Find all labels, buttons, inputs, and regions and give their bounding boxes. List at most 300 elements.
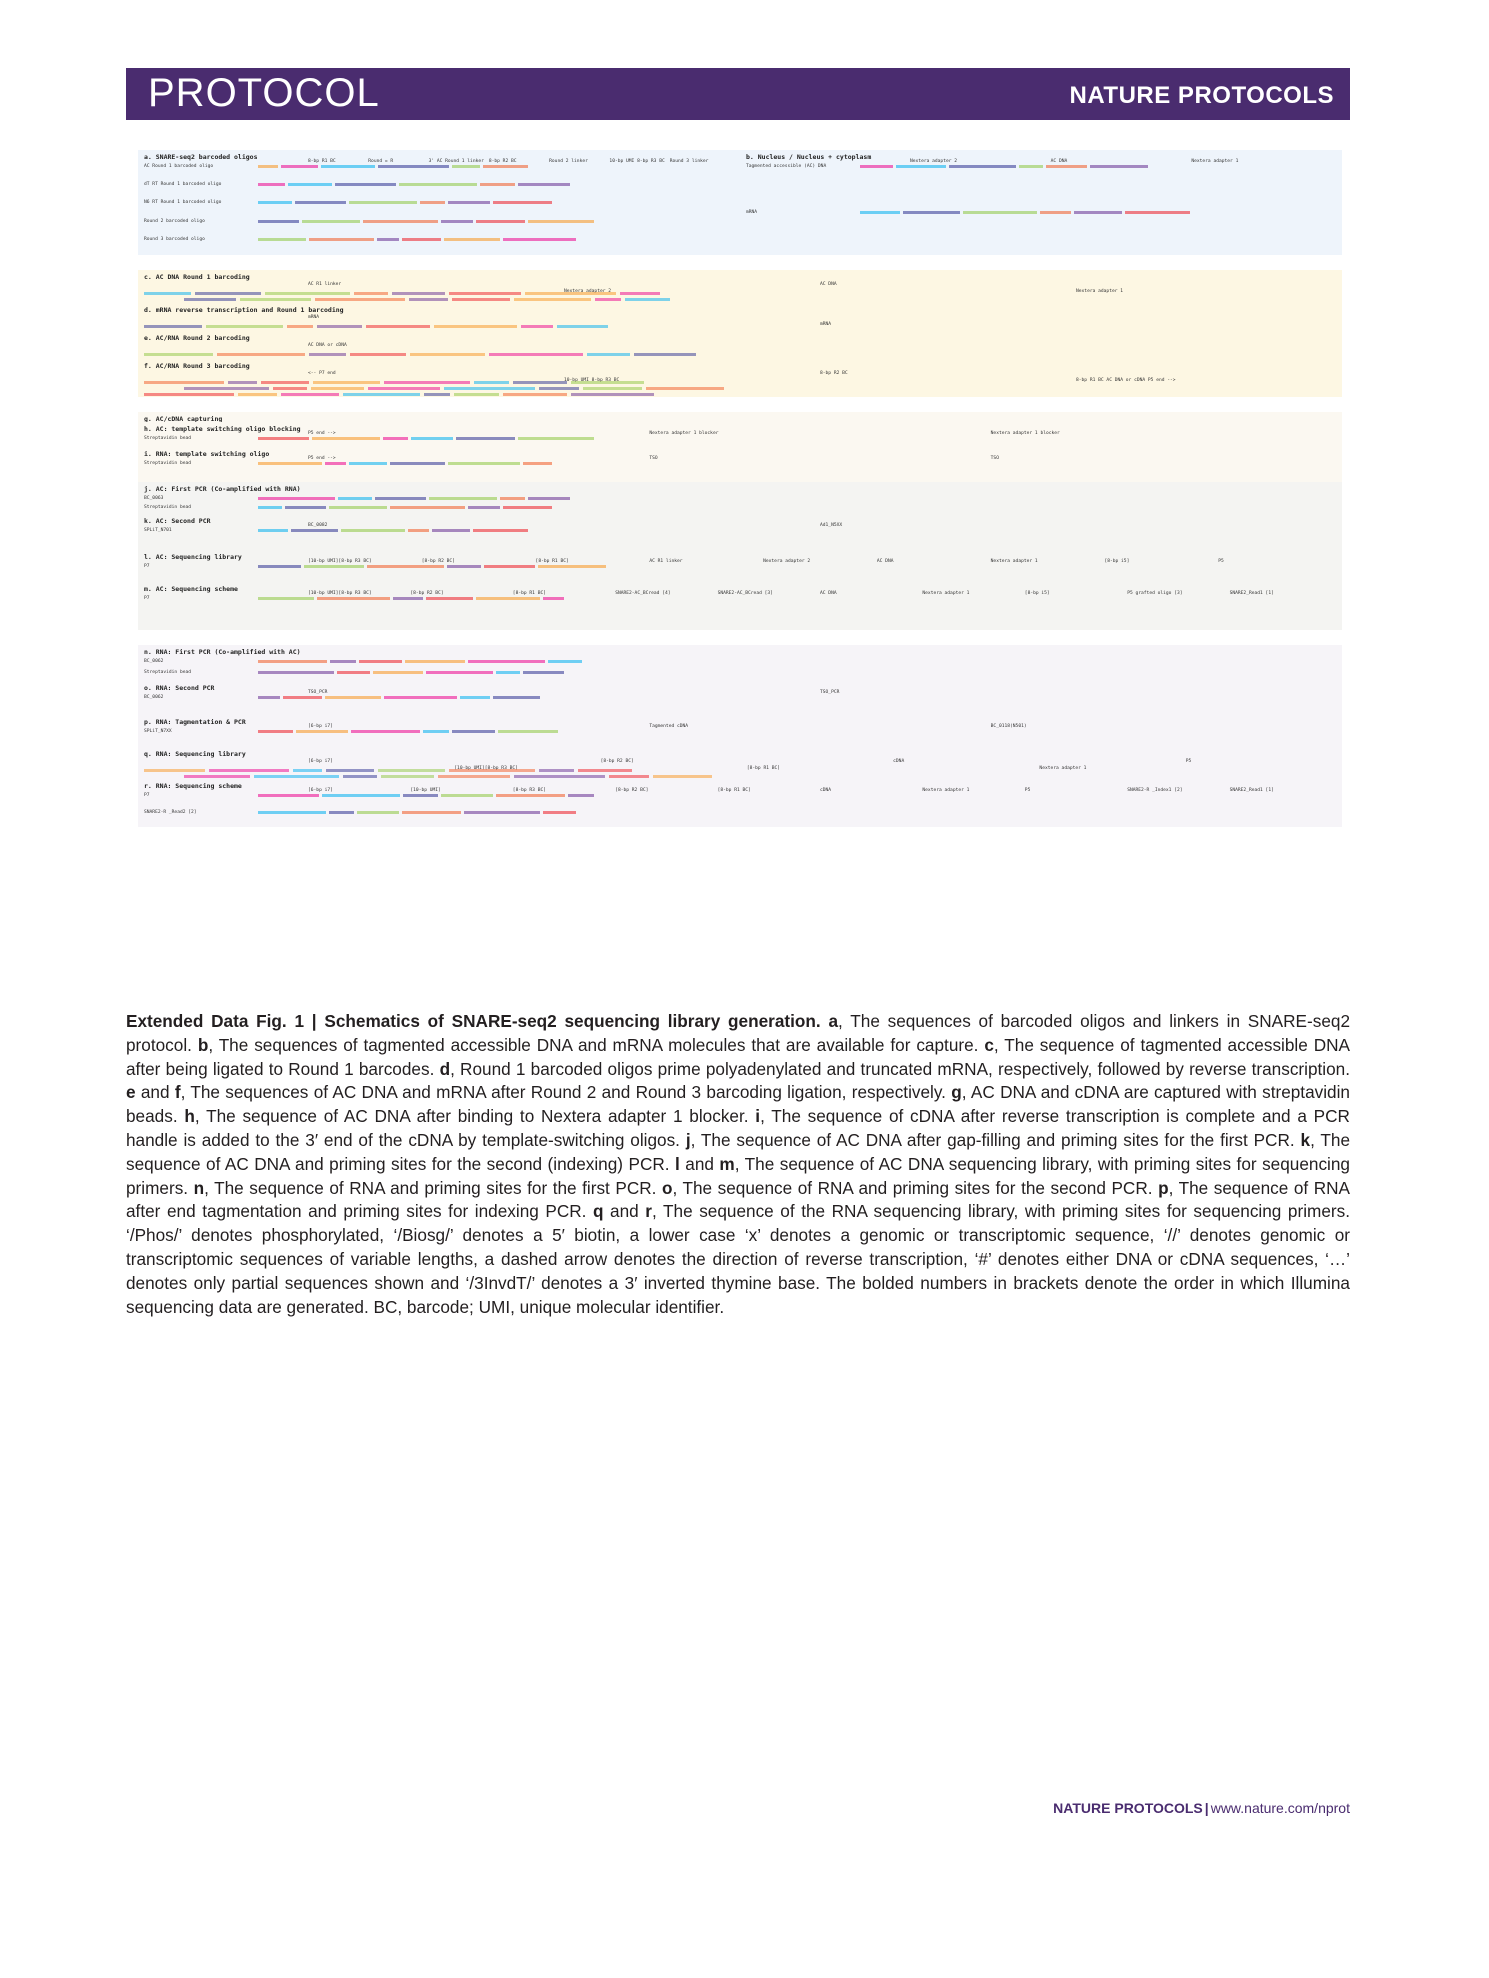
journal-title: NATURE PROTOCOLS — [1069, 82, 1334, 109]
sequence-segment — [1090, 165, 1148, 168]
sequence-annotation: [6-bp i7] — [308, 759, 333, 764]
sequence-annotation: [8-bp i5] — [1024, 591, 1050, 596]
panel-title: a. SNARE-seq2 barcoded oligos — [144, 153, 258, 161]
sequence-annotation: BC_0082 — [308, 523, 328, 528]
sequence-segment — [377, 238, 399, 241]
panel-o — [138, 681, 1342, 715]
sequence-segment — [963, 211, 1037, 214]
sequence-segment — [444, 238, 500, 241]
sequence-segment — [313, 381, 380, 384]
sequence-annotation: P5 — [1218, 559, 1224, 564]
sequence-segment — [184, 775, 250, 778]
sequence-segment — [349, 462, 387, 465]
caption-text: , The sequence of AC DNA and priming sites for the second (indexing) PCR. — [126, 1129, 1351, 1174]
sequence-segment — [454, 393, 499, 396]
sequence-label: SNARE2-R _Read2 [2] — [144, 810, 197, 815]
sequence-segment — [449, 769, 535, 772]
sequence-segment — [359, 660, 402, 663]
sequence-label: mRNA — [746, 209, 758, 215]
sequence-annotation: Nextera adapter 1 — [922, 788, 970, 793]
sequence-segment — [383, 437, 408, 440]
caption-text: , The sequence of AC DNA after gap-filling and priming sites for the first PCR. — [690, 1129, 1301, 1150]
sequence-segment — [258, 811, 326, 814]
sequence-segment — [609, 775, 649, 778]
caption-panel-letter: m — [719, 1153, 735, 1174]
sequence-segment — [311, 387, 364, 390]
sequence-segment — [258, 671, 334, 674]
caption-text: , AC DNA and cDNA are captured with streptavidin beads. — [126, 1082, 1350, 1127]
sequence-annotation: AC DNA — [820, 591, 837, 596]
panel-title: q. RNA: Sequencing library — [144, 750, 246, 758]
sequence-segment — [343, 393, 420, 396]
sequence-segment — [528, 497, 570, 500]
sequence-segment — [399, 183, 477, 186]
sequence-segment — [447, 565, 481, 568]
sequence-label: N6 RT Round 1 barcoded oligo — [144, 200, 222, 206]
sequence-segment — [304, 565, 364, 568]
sequence-annotation: SNARE2_Read1 [1] — [1229, 788, 1274, 793]
sequence-segment — [378, 769, 445, 772]
sequence-segment — [258, 529, 288, 532]
sequence-annotation: AC R1 linker — [308, 282, 342, 287]
sequence-segment — [258, 565, 301, 568]
sequence-segment — [860, 211, 900, 214]
sequence-segment — [293, 769, 322, 772]
sequence-annotation: P5 grafted oligo [3] — [1127, 591, 1183, 596]
panel-e — [138, 331, 1342, 359]
sequence-segment — [350, 353, 406, 356]
panel-h — [138, 422, 1342, 447]
sequence-segment — [476, 220, 525, 223]
sequence-segment — [144, 381, 224, 384]
sequence-annotation: TSO — [649, 456, 658, 461]
sequence-segment — [367, 565, 444, 568]
sequence-annotation: Nextera adapter 1 — [1076, 289, 1124, 294]
sequence-annotation: Nextera adapter 1 — [922, 591, 970, 596]
sequence-segment — [343, 775, 377, 778]
sequence-segment — [357, 811, 399, 814]
sequence-segment — [390, 462, 445, 465]
sequence-segment — [525, 292, 616, 295]
sequence-annotation: Round 3 linker — [669, 159, 709, 164]
sequence-label: dT RT Round 1 barcoded oligo — [144, 182, 222, 188]
panel-l — [138, 550, 1342, 582]
sequence-annotation: [8-bp R2 BC] — [600, 759, 634, 764]
sequence-segment — [578, 769, 632, 772]
sequence-segment — [258, 220, 299, 223]
sequence-annotation: Nextera adapter 2 — [763, 559, 811, 564]
sequence-annotation: AC DNA — [876, 559, 894, 564]
sequence-segment — [620, 292, 660, 295]
sequence-annotation: P5 end --> — [308, 456, 336, 461]
sequence-annotation: [6-bp i7] — [308, 724, 333, 729]
sequence-segment — [296, 730, 348, 733]
sequence-segment — [325, 696, 381, 699]
panel-title: c. AC DNA Round 1 barcoding — [144, 273, 250, 281]
panel-title: h. AC: template switching oligo blocking — [144, 425, 301, 433]
sequence-label: BC_0062 — [144, 659, 164, 664]
sequence-segment — [258, 165, 278, 168]
sequence-segment — [403, 794, 438, 797]
sequence-segment — [557, 325, 608, 328]
sequence-segment — [408, 529, 429, 532]
sequence-annotation: SNARE2_Read1 [1] — [1229, 591, 1274, 596]
sequence-segment — [392, 292, 445, 295]
sequence-annotation: [8-bp R1 BC] — [717, 788, 751, 793]
sequence-segment — [258, 437, 309, 440]
sequence-annotation: Nextera adapter 1 — [1039, 766, 1087, 771]
panel-g — [138, 412, 1342, 422]
panel-n — [138, 645, 1342, 681]
sequence-segment — [184, 298, 236, 301]
sequence-segment — [449, 292, 521, 295]
panel-k — [138, 514, 1342, 550]
sequence-segment — [144, 292, 191, 295]
panel-title: k. AC: Second PCR — [144, 517, 211, 525]
sequence-annotation: AC DNA — [820, 282, 837, 287]
sequence-label: SPLiT_N701 — [144, 528, 172, 533]
caption-text: and — [603, 1201, 646, 1222]
sequence-segment — [329, 811, 354, 814]
sequence-annotation: SNARE2-R _Index1 [2] — [1127, 788, 1183, 793]
sequence-annotation: [10-bp UMI][8-bp R3 BC] — [308, 591, 372, 596]
sequence-annotation: TSO_PCR — [820, 690, 840, 695]
sequence-segment — [338, 497, 372, 500]
sequence-annotation: [8-bp R3 BC] — [512, 788, 546, 793]
sequence-segment — [375, 497, 426, 500]
sequence-annotation: <-- P7 end — [308, 371, 336, 376]
sequence-segment — [896, 165, 946, 168]
sequence-annotation: 8-bp R1 BC AC DNA or cDNA P5 end --> — [1076, 378, 1176, 383]
sequence-label: BC_0063 — [144, 496, 164, 501]
sequence-annotation: P5 — [1185, 759, 1192, 764]
figure-schematic — [138, 150, 1342, 998]
footer-url[interactable]: www.nature.com/nprot — [1210, 1800, 1350, 1816]
sequence-segment — [539, 387, 579, 390]
sequence-segment — [384, 381, 470, 384]
caption-text: , The sequence of cDNA after reverse transcription is complete and a PCR handle is added to the 3′ end of the cDNA by template-switching oligos. — [126, 1106, 1350, 1150]
panel-title: g. AC/cDNA capturing — [144, 415, 223, 422]
sequence-annotation: TSO_PCR — [308, 690, 328, 695]
sequence-annotation: SNARE2-AC_BCread [4] — [615, 591, 671, 596]
panel-title: e. AC/RNA Round 2 barcoding — [144, 334, 250, 342]
panel-j — [138, 482, 1342, 514]
sequence-segment — [426, 671, 493, 674]
caption-panel-letter: q — [593, 1201, 604, 1222]
sequence-segment — [322, 794, 400, 797]
sequence-segment — [258, 462, 322, 465]
sequence-segment — [653, 775, 712, 778]
sequence-segment — [543, 597, 564, 600]
sequence-label: Streptavidin bead — [144, 461, 192, 466]
sequence-segment — [432, 529, 470, 532]
sequence-annotation: BC_0118(N501) — [990, 724, 1027, 729]
sequence-segment — [258, 497, 335, 500]
sequence-segment — [528, 220, 594, 223]
sequence-segment — [309, 238, 374, 241]
sequence-segment — [1046, 165, 1087, 168]
sequence-label: P7 — [144, 793, 150, 798]
footer — [1053, 1800, 1350, 1816]
sequence-segment — [315, 298, 405, 301]
sequence-segment — [429, 497, 497, 500]
figure-caption — [126, 1010, 1350, 1319]
sequence-segment — [518, 183, 570, 186]
caption-text: , The sequences of barcoded oligos and linkers in SNARE-seq2 protocol. — [126, 1011, 1350, 1055]
sequence-segment — [441, 794, 493, 797]
sequence-segment — [452, 730, 495, 733]
caption-panel-letter: k — [1300, 1129, 1311, 1150]
sequence-segment — [258, 794, 319, 797]
sequence-label: P7 — [144, 596, 150, 601]
sequence-segment — [441, 220, 473, 223]
sequence-segment — [500, 497, 525, 500]
sequence-segment — [587, 353, 630, 356]
caption-text: , The sequences of AC DNA and mRNA after Round 2 and Round 3 barcoding ligation, respectively. — [180, 1082, 952, 1103]
sequence-annotation: Tagmented cDNA — [649, 724, 689, 729]
sequence-segment — [568, 794, 594, 797]
sequence-segment — [283, 696, 322, 699]
sequence-annotation: mRNA — [308, 315, 320, 320]
sequence-segment — [1019, 165, 1043, 168]
caption-panel-letter: p — [1158, 1177, 1169, 1198]
sequence-segment — [281, 165, 318, 168]
sequence-segment — [456, 437, 515, 440]
sequence-segment — [281, 393, 339, 396]
sequence-segment — [409, 298, 448, 301]
sequence-annotation: [8-bp R1 BC] — [535, 559, 569, 564]
sequence-label: AC Round 1 barcoded oligo — [144, 164, 214, 169]
caption-text: , The sequence of AC DNA sequencing library, with priming sites for sequencing primers. — [126, 1153, 1350, 1198]
sequence-segment — [438, 775, 510, 778]
caption-text: , The sequence of RNA after end tagmentation and priming sites for indexing PCR. — [126, 1177, 1350, 1222]
sequence-annotation: SNARE2-AC_BCread [3] — [717, 591, 773, 596]
sequence-annotation: Round = R — [368, 159, 394, 164]
sequence-segment — [514, 775, 605, 778]
sequence-label: Streptavidin bead — [144, 670, 192, 675]
sequence-annotation: cDNA — [820, 788, 832, 793]
sequence-annotation: TSO — [990, 456, 999, 461]
caption-panel-letter: b — [197, 1034, 209, 1055]
panel-c — [138, 270, 1342, 303]
panel-title: b. Nucleus / Nucleus + cytoplasm — [746, 153, 872, 161]
sequence-segment — [378, 165, 449, 168]
sequence-annotation: AC R1 linker — [649, 559, 683, 564]
sequence-segment — [402, 238, 441, 241]
caption-text: , The sequence of the RNA sequencing library, with priming sites for sequencing primers. ‘/Phos/’ denotes phosphorylated, ‘/Biosg/’ denotes a 5′ biotin, a lower case ‘x’ denotes a genomic or transcriptomic sequence, ‘//’ denotes genomic or transcriptomic sequences of variable lengths, a dashed arrow denotes the direction of reverse transcription, ‘#’ denotes either DNA or cDNA sequences, ‘…’ denotes only partial sequences shown and ‘/3InvdT/’ denotes a 3′ inverted thymine base. The bolded numbers in brackets denote the order in which Illumina sequencing data are generated. BC, barcode; UMI, unique molecular identifier. — [126, 1201, 1350, 1317]
panel-title: m. AC: Sequencing scheme — [144, 585, 238, 593]
sequence-segment — [144, 393, 234, 396]
sequence-segment — [144, 769, 205, 772]
sequence-label: BC_0062 — [144, 695, 164, 700]
caption-panel-letter: l — [675, 1153, 680, 1174]
sequence-segment — [548, 660, 582, 663]
sequence-segment — [261, 381, 309, 384]
sequence-annotation: [6-bp i7] — [308, 788, 333, 793]
panel-title: d. mRNA reverse transcription and Round 1 barcoding — [144, 306, 344, 314]
sequence-annotation: 10-bp UMI 8-bp R3 BC — [609, 159, 665, 164]
sequence-annotation: cDNA — [893, 759, 905, 764]
sequence-annotation: 3' AC Round 1 linker — [428, 159, 484, 164]
sequence-segment — [381, 775, 434, 778]
sequence-segment — [184, 387, 269, 390]
sequence-annotation: [8-bp i5] — [1104, 559, 1130, 564]
sequence-segment — [258, 696, 280, 699]
sequence-segment — [423, 730, 449, 733]
section-title: PROTOCOL — [148, 71, 380, 115]
sequence-annotation: mRNA — [820, 322, 832, 327]
sequence-segment — [518, 437, 594, 440]
sequence-annotation: [10-bp UMI] — [410, 788, 441, 793]
panel-r — [138, 779, 1342, 827]
sequence-segment — [317, 325, 362, 328]
sequence-segment — [366, 325, 430, 328]
sequence-label: Tagmented accessible (AC) DNA — [746, 164, 827, 169]
panel-m — [138, 582, 1342, 630]
sequence-annotation: [8-bp R2 BC] — [410, 591, 444, 596]
sequence-segment — [464, 811, 540, 814]
sequence-segment — [646, 387, 724, 390]
panel-title: f. AC/RNA Round 3 barcoding — [144, 362, 250, 370]
sequence-segment — [539, 769, 574, 772]
sequence-segment — [144, 325, 202, 328]
caption-panel-letter: j — [685, 1129, 691, 1150]
sequence-annotation: P5 end --> — [308, 431, 336, 436]
caption-panel-letter: i — [755, 1106, 761, 1127]
sequence-annotation: [8-bp R1 BC] — [746, 766, 781, 771]
sequence-segment — [312, 437, 380, 440]
sequence-segment — [393, 597, 423, 600]
sequence-annotation: P5 — [1024, 788, 1031, 793]
caption-panel-letter: r — [645, 1201, 652, 1222]
sequence-segment — [254, 775, 339, 778]
caption-text: , The sequences of tagmented accessible DNA and mRNA molecules that are available for capture. — [208, 1034, 985, 1055]
sequence-segment — [258, 238, 306, 241]
sequence-segment — [410, 353, 485, 356]
sequence-segment — [513, 381, 567, 384]
panel-title: l. AC: Sequencing library — [144, 553, 242, 561]
panel-title: n. RNA: First PCR (Co-amplified with AC) — [144, 648, 301, 656]
sequence-segment — [238, 393, 277, 396]
sequence-segment — [206, 325, 283, 328]
caption-panel-letter: c — [984, 1034, 994, 1055]
sequence-segment — [474, 381, 509, 384]
caption-panel-letter: g — [951, 1082, 962, 1103]
sequence-segment — [514, 298, 591, 301]
sequence-segment — [473, 529, 528, 532]
sequence-segment — [405, 660, 465, 663]
sequence-segment — [426, 597, 473, 600]
sequence-segment — [595, 298, 621, 301]
sequence-segment — [468, 506, 500, 509]
caption-text: , The sequence of RNA and priming sites for the first PCR. — [204, 1177, 662, 1198]
sequence-label: Streptavidin bead — [144, 436, 192, 441]
sequence-segment — [411, 437, 453, 440]
panel-q — [138, 747, 1342, 779]
sequence-segment — [543, 811, 576, 814]
caption-panel-letter: a — [828, 1011, 839, 1031]
sequence-segment — [483, 165, 528, 168]
sequence-segment — [209, 769, 289, 772]
caption-text: , Round 1 barcoded oligos prime polyadenylated and truncated mRNA, respectively, followed by reverse transcription. — [450, 1058, 1350, 1079]
sequence-segment — [523, 671, 564, 674]
sequence-segment — [452, 298, 510, 301]
sequence-segment — [434, 325, 517, 328]
sequence-segment — [496, 794, 565, 797]
caption-panel-letter: o — [661, 1177, 673, 1198]
sequence-segment — [330, 660, 356, 663]
sequence-segment — [503, 506, 552, 509]
sequence-segment — [258, 597, 314, 600]
sequence-segment — [625, 298, 670, 301]
sequence-segment — [265, 292, 350, 295]
footer-separator: | — [1204, 1800, 1209, 1816]
sequence-segment — [538, 565, 606, 568]
sequence-segment — [424, 393, 450, 396]
sequence-annotation: 8-bp R2 BC — [820, 371, 848, 376]
sequence-segment — [634, 353, 696, 356]
sequence-annotation: Nextera adapter 1 — [990, 559, 1038, 564]
sequence-segment — [1040, 211, 1071, 214]
sequence-segment — [354, 292, 388, 295]
sequence-segment — [321, 165, 375, 168]
sequence-segment — [476, 597, 540, 600]
header-bar — [126, 68, 1350, 120]
sequence-segment — [217, 353, 305, 356]
sequence-segment — [288, 183, 332, 186]
caption-text: , The sequence of AC DNA after binding to Nextera adapter 1 blocker. — [194, 1106, 756, 1127]
sequence-segment — [228, 381, 257, 384]
sequence-segment — [337, 671, 370, 674]
sequence-segment — [583, 387, 642, 390]
caption-text: , The sequence of RNA and priming sites for the second PCR. — [672, 1177, 1159, 1198]
panel-title: r. RNA: Sequencing scheme — [144, 782, 242, 790]
caption-text: and — [679, 1153, 720, 1174]
sequence-segment — [295, 201, 346, 204]
sequence-segment — [949, 165, 1016, 168]
sequence-segment — [368, 387, 440, 390]
panel-p — [138, 715, 1342, 747]
sequence-annotation: AC DNA or cDNA — [308, 343, 347, 348]
sequence-segment — [195, 292, 261, 295]
sequence-segment — [287, 325, 313, 328]
sequence-label: SPLiT_N7XX — [144, 729, 172, 734]
sequence-annotation: [8-bp R1 BC] — [512, 591, 546, 596]
sequence-segment — [468, 660, 545, 663]
panel-a — [138, 150, 740, 255]
sequence-segment — [258, 660, 327, 663]
sequence-segment — [503, 238, 576, 241]
panel-title: i. RNA: template switching oligo — [144, 450, 270, 458]
sequence-segment — [489, 353, 583, 356]
sequence-segment — [444, 387, 535, 390]
sequence-annotation: 8-bp R1 BC — [308, 159, 336, 164]
caption-panel-letter: d — [439, 1058, 451, 1079]
sequence-label: Round 2 barcoded oligo — [144, 218, 205, 224]
panel-i — [138, 447, 1342, 482]
sequence-segment — [523, 462, 552, 465]
sequence-segment — [1074, 211, 1122, 214]
caption-text: and — [135, 1082, 175, 1103]
sequence-segment — [240, 298, 311, 301]
sequence-segment — [390, 506, 465, 509]
sequence-label: Round 3 barcoded oligo — [144, 236, 205, 242]
sequence-segment — [351, 730, 420, 733]
sequence-segment — [273, 387, 307, 390]
sequence-segment — [258, 506, 282, 509]
sequence-annotation: Nextera adapter 1 — [1191, 159, 1239, 164]
sequence-segment — [325, 462, 346, 465]
